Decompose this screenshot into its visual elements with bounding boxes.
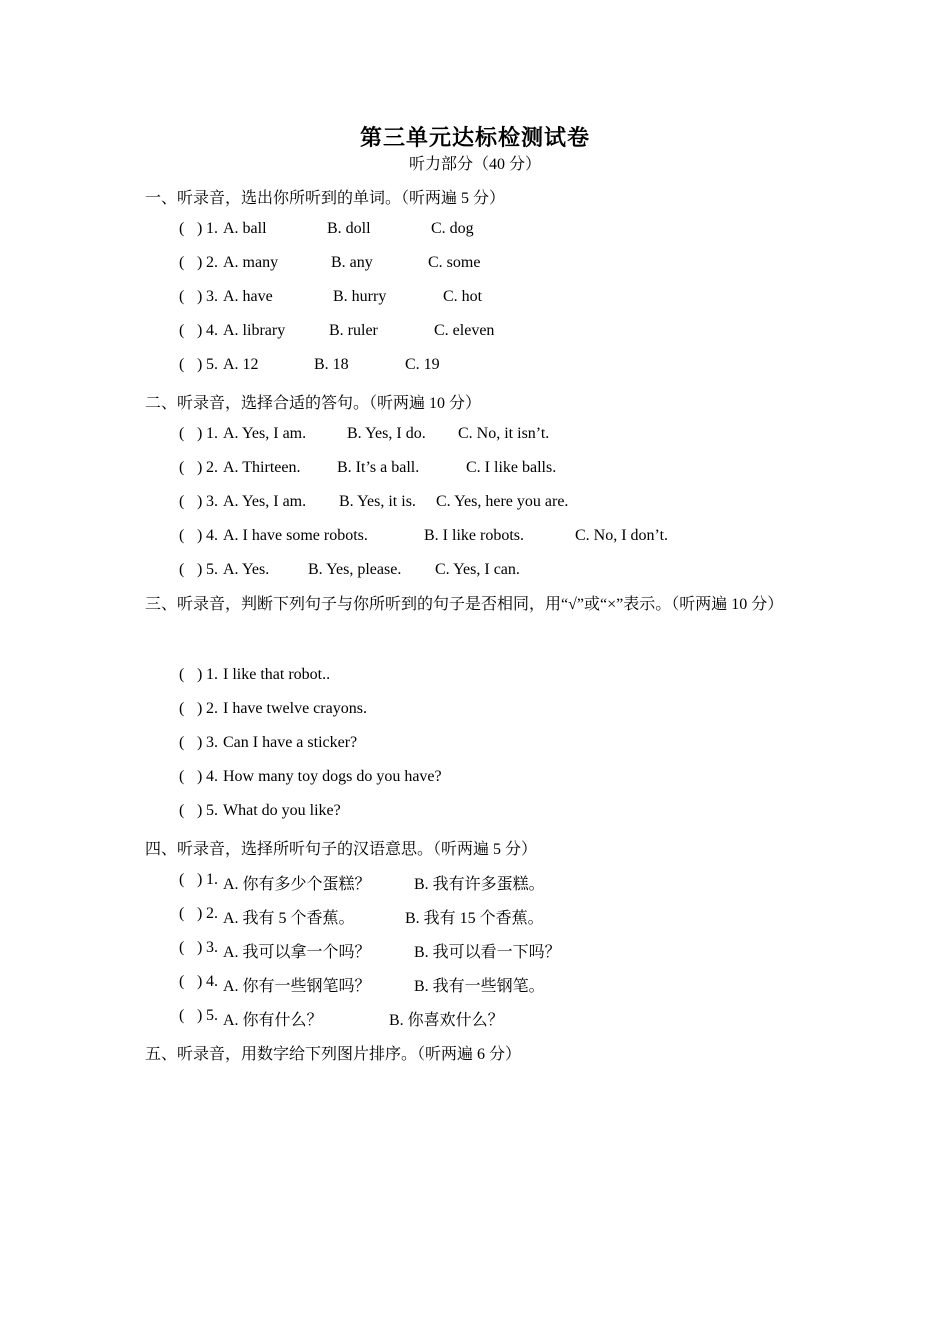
- section-1-heading: 一、听录音，选出你所听到的单词。（听两遍 5 分）: [145, 190, 506, 207]
- section-4-heading: 四、听录音，选择所听句子的汉语意思。（听两遍 5 分）: [145, 841, 538, 858]
- page-subtitle: 听力部分（40 分）: [408, 156, 541, 173]
- page-title: 第三单元达标检测试卷: [359, 125, 590, 150]
- exam-page: 第三单元达标检测试卷 听力部分（40 分） 一、听录音，选出你所听到的单词。（听两遍 5 分） ( ) 1. A. ball B. doll C. dog ( ) 2. A. many B. any C. some ( ) 3. A. have B. hurry C. hot ( ) 4. A. library B. ruler C. eleven ( ) 5. A. 12 B. 18 C. 19 二、听录音，选择合适的答句。（听两遍 10 分） ( ) 1. A. Yes, I am. B. Yes, I do. C. No, it isn’t. ( ) 2. A. Thirteen. B. It’s a ball. C. I like balls. ( ) 3. A. Yes, I am. B. Yes, it is. C. Yes, here you are. ( ) 4. A. I have some robots. B. I like robots. C. No, I don’t. ( ) 5. A. Yes. B. Yes, please. C. Yes, I can. 三、听录音，判断下列句子与你所听到的句子是否相同，用“√”或“×”表示。（听两遍 10 分） ( ) 1. I like that robot.. ( ) 2. I have twelve crayons. ( ) 3. Can I have a sticker? ( ) 4. How many toy dogs do you have? ( ) 5. What do you like? 四、听录音，选择所听句子的汉语意思。（听两遍 5 分） ( ) 1. A. 你有多少个蛋糕？ B. 我有许多蛋糕。 ( ) 2. A. 我有 5 个香蕉。 B. 我有 15 个香蕉。 ( ) 3. A. 我可以拿一个吗？ B. 我可以看一下吗？ ( ) 4. A. 你有一些钢笔吗？ B. 我有一些钢笔。 ( ) 5. A. 你有什么？ B. 你喜欢什么？ 五、听录音，用数字给下列图片排序。（听两遍 6 分）: [0, 0, 950, 1344]
- section-2-heading: 二、听录音，选择合适的答句。（听两遍 10 分）: [145, 395, 482, 412]
- section-5-heading: 五、听录音，用数字给下列图片排序。（听两遍 6 分）: [145, 1046, 522, 1063]
- section-3-heading: 三、听录音，判断下列句子与你所听到的句子是否相同，用“√”或“×”表示。（听两遍 10 分）: [145, 596, 784, 613]
